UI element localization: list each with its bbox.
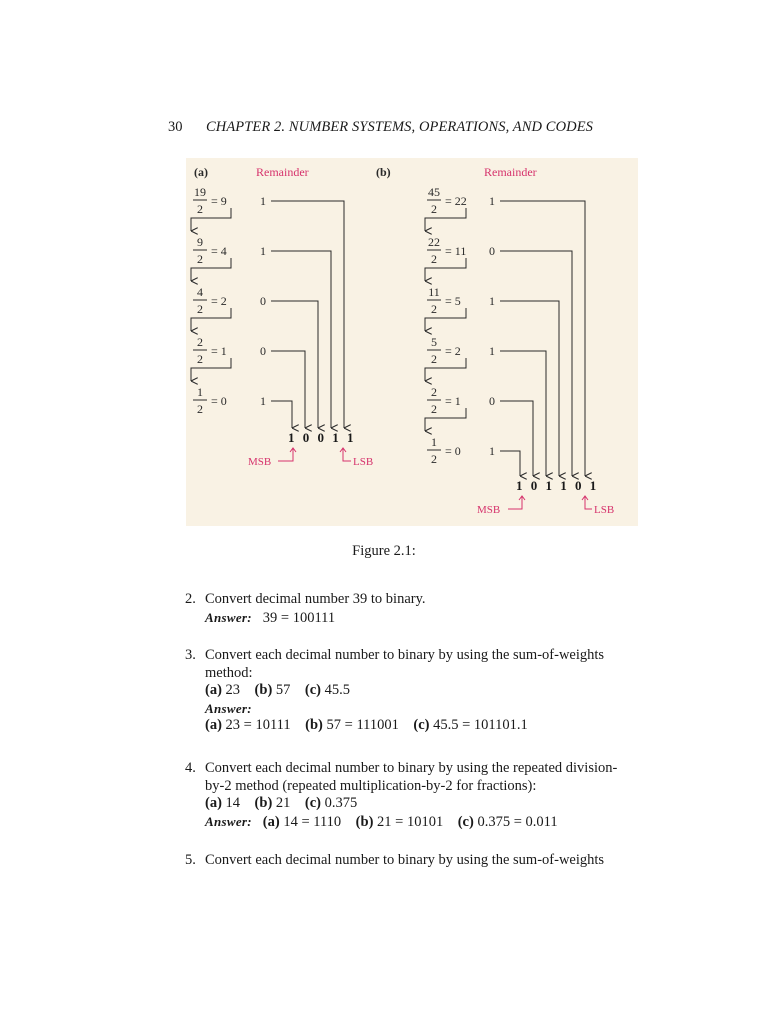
panel-a-remainder-header: Remainder <box>256 165 309 179</box>
exercise-3 <box>185 647 661 735</box>
fraction-denominator: 2 <box>431 202 437 216</box>
quotient: = 1 <box>445 394 461 408</box>
panel-b-lsb-label: LSB <box>594 504 615 516</box>
exercise-4 <box>185 760 661 831</box>
quotient: = 22 <box>445 194 467 208</box>
answer-text: 23 = 10111 <box>225 717 291 734</box>
quotient: = 0 <box>211 394 227 408</box>
fraction-numerator: 4 <box>197 285 203 299</box>
panel-b-steps <box>425 185 495 466</box>
exercise-5 <box>185 852 661 870</box>
exercise-question: Convert decimal number 39 to binary. <box>205 591 426 607</box>
conversion-diagram <box>186 158 638 526</box>
panel-a-remainder-lines <box>271 201 344 428</box>
remainder-value: 0 <box>489 394 495 408</box>
exercise-number: 2. <box>185 591 196 607</box>
quotient: = 2 <box>211 294 227 308</box>
quotient: = 0 <box>445 444 461 458</box>
exercise-question-line: method: <box>205 664 253 681</box>
remainder-line <box>500 251 572 476</box>
part-tag: (c) <box>413 717 430 734</box>
remainder-line <box>271 301 318 428</box>
panel-b-msb-label: MSB <box>477 504 501 516</box>
remainder-line <box>271 351 305 428</box>
part-tag: (b) <box>254 682 273 699</box>
fraction-numerator: 2 <box>197 335 203 349</box>
remainder-value: 0 <box>260 294 266 308</box>
answer-line <box>205 813 661 832</box>
fraction-denominator: 2 <box>197 352 203 366</box>
remainder-value: 1 <box>260 244 266 258</box>
answer-line <box>205 609 661 628</box>
remainder-value: 1 <box>260 194 266 208</box>
part-tag: (b) <box>305 717 323 734</box>
exercise-number: 4. <box>185 760 196 776</box>
part-tag: (b) <box>355 813 374 830</box>
part-tag: (a) <box>262 813 280 830</box>
exercise-question: Convert each decimal number to binary by using the sum-of-weights <box>205 852 605 868</box>
panel-b-msb-pointer <box>508 496 522 509</box>
remainder-value: 1 <box>489 294 495 308</box>
part-text: 57 <box>275 682 291 699</box>
remainder-value: 1 <box>489 194 495 208</box>
part-tag: (a) <box>205 795 222 812</box>
fraction-denominator: 2 <box>431 302 437 316</box>
exercise-number: 3. <box>185 647 196 663</box>
part-tag: (c) <box>457 813 474 830</box>
answer-text: 57 = 111001 <box>326 717 399 734</box>
quotient: = 2 <box>445 344 461 358</box>
remainder-value: 0 <box>489 244 495 258</box>
answer-label: Answer: <box>205 609 252 625</box>
quotient: = 9 <box>211 194 227 208</box>
fraction-denominator: 2 <box>431 252 437 266</box>
panel-b-result: 1 0 1 1 0 1 <box>516 478 599 493</box>
fraction-numerator: 22 <box>428 235 440 249</box>
fraction-numerator: 1 <box>197 385 203 399</box>
quotient: = 11 <box>445 244 467 258</box>
remainder-line <box>500 401 533 476</box>
remainder-value: 1 <box>489 444 495 458</box>
answer-text: 21 = 10101 <box>377 813 444 830</box>
fraction-numerator: 19 <box>194 185 206 199</box>
panel-a-label: (a) <box>194 165 208 179</box>
quotient: = 1 <box>211 344 227 358</box>
fraction-denominator: 2 <box>197 252 203 266</box>
part-tag: (a) <box>205 717 222 734</box>
exercise-question-line: by-2 method (repeated multiplication-by-2 for fractions): <box>205 777 537 794</box>
part-tag: (b) <box>254 795 273 812</box>
fraction-denominator: 2 <box>197 302 203 316</box>
answer-text: 0.375 = 0.011 <box>477 813 558 830</box>
remainder-line <box>271 201 344 428</box>
remainder-value: 1 <box>260 394 266 408</box>
panel-a-result: 1 0 0 1 1 <box>288 430 356 445</box>
fraction-numerator: 1 <box>431 435 437 449</box>
panel-a-steps <box>191 185 266 416</box>
part-text: 14 <box>225 795 241 812</box>
figure-2-1 <box>186 158 638 526</box>
part-tag: (c) <box>304 682 321 699</box>
exercise-2 <box>185 591 661 627</box>
fraction-denominator: 2 <box>431 402 437 416</box>
panel-b-remainder-header: Remainder <box>484 165 537 179</box>
answer-text: 39 = 100111 <box>262 609 336 626</box>
exercise-number: 5. <box>185 852 196 868</box>
fraction-numerator: 2 <box>431 385 437 399</box>
part-text: 23 <box>225 682 241 699</box>
exercise-parts <box>205 682 661 700</box>
remainder-line <box>500 451 520 476</box>
running-head: CHAPTER 2. NUMBER SYSTEMS, OPERATIONS, AND CODES <box>206 119 594 135</box>
part-text: 45.5 <box>324 682 350 699</box>
panel-a-msb-pointer <box>278 448 293 461</box>
fraction-denominator: 2 <box>431 352 437 366</box>
remainder-line <box>500 351 546 476</box>
fraction-numerator: 9 <box>197 235 203 249</box>
fraction-numerator: 5 <box>431 335 437 349</box>
part-text: 21 <box>275 795 291 812</box>
answer-text: 45.5 = 101101.1 <box>433 717 528 734</box>
answer-label: Answer: <box>205 813 252 829</box>
part-tag: (c) <box>304 795 321 812</box>
exercise-question-line: Convert each decimal number to binary by using the repeated division- <box>205 760 618 776</box>
fraction-numerator: 11 <box>428 285 440 299</box>
remainder-line <box>500 301 559 476</box>
part-tag: (a) <box>205 682 222 699</box>
quotient: = 4 <box>211 244 227 258</box>
exercise-question-line: Convert each decimal number to binary by using the sum-of-weights <box>205 647 605 663</box>
remainder-line <box>271 401 292 428</box>
answer-line <box>205 717 661 735</box>
fraction-numerator: 45 <box>428 185 440 199</box>
panel-a-msb-label: MSB <box>248 456 272 468</box>
panel-b-remainder-lines <box>500 201 585 476</box>
page-number: 30 <box>168 119 183 135</box>
fraction-denominator: 2 <box>431 452 437 466</box>
panel-b-label: (b) <box>376 165 391 179</box>
figure-caption: Figure 2.1: <box>352 543 416 559</box>
fraction-denominator: 2 <box>197 202 203 216</box>
remainder-value: 0 <box>260 344 266 358</box>
remainder-value: 1 <box>489 344 495 358</box>
exercise-parts <box>205 795 661 813</box>
fraction-denominator: 2 <box>197 402 203 416</box>
panel-a-lsb-label: LSB <box>353 456 374 468</box>
part-text: 0.375 <box>324 795 358 812</box>
answer-label: Answer: <box>205 700 252 716</box>
quotient: = 5 <box>445 294 461 308</box>
answer-text: 14 = 1110 <box>283 813 342 830</box>
